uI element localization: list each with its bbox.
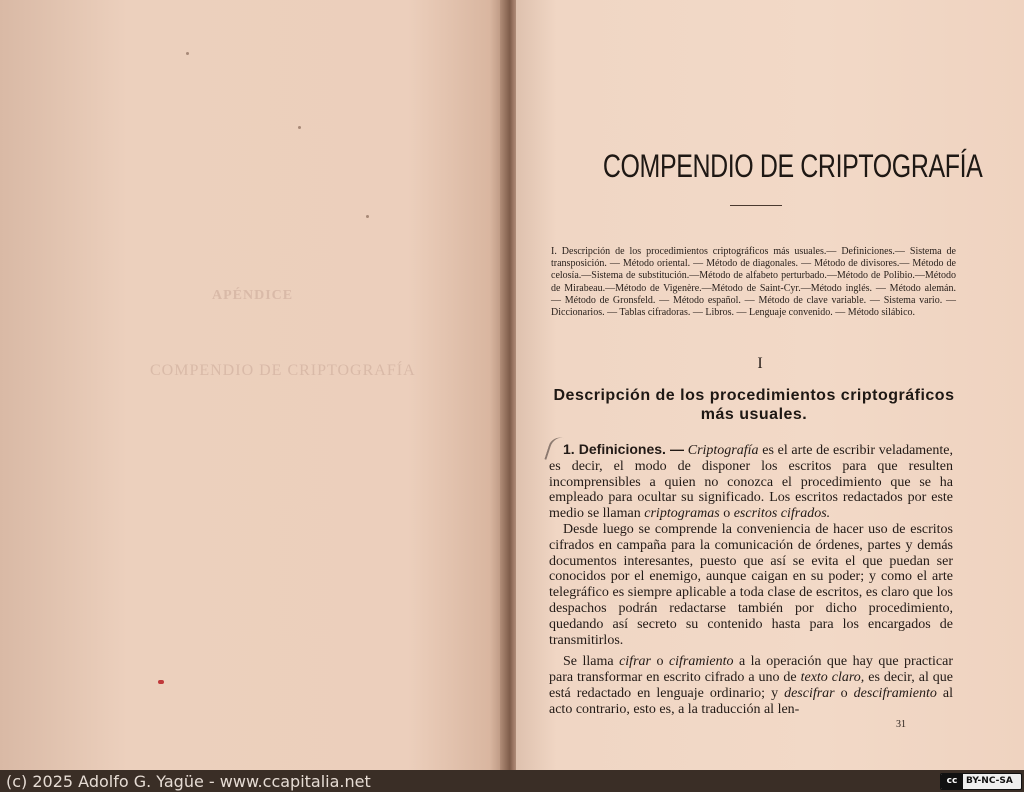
paragraph-cifrar (549, 654, 953, 717)
section-number: I (757, 355, 763, 372)
bleed-through-subheading: COMPENDIO DE CRIPTOGRAFÍA (150, 362, 416, 379)
paragraph-campaign: Desde luego se comprende la conveniencia de hacer uso de escritos cifrados en campaña para la comunicación de órdenes, partes y demás documentos interesantes, puesto que así se evita el que puedan ser conocidos por el enemigo, aunque caigan en su poder; y como el arte telegráfico es siempre aplicable a toda clase de escritos, es claro que los despachos podrán redactarse también por dicho procedimiento, quedando así secreto su contenido hasta para los encargados de transmitirlos. (549, 521, 953, 648)
license-label: BY-NC-SA (966, 776, 1013, 786)
paper-speck (366, 215, 369, 218)
paragraph-definitions (549, 442, 953, 522)
term-criptogramas: criptogramas (644, 506, 720, 522)
term-ciframiento: ciframiento (668, 654, 734, 670)
page-number: 31 (896, 719, 906, 730)
paragraph-text: a la operación que hay que practicar para transformar en escrito cifrado a uno de (549, 654, 953, 686)
paragraph-text: al acto contrario, esto es, a la traducción al len- (549, 685, 954, 717)
paper-speck (186, 52, 189, 55)
term-criptografia: Criptografía (687, 443, 759, 458)
watermark-bar (0, 770, 1024, 792)
paragraph-text: o (719, 506, 734, 522)
license-badge[interactable] (940, 773, 1022, 790)
paragraph-text: es decir, al que está redactado en lenguaje ordinario; y (549, 670, 953, 701)
term-desciframiento: desciframiento (853, 685, 937, 701)
cc-icon: cc (941, 774, 963, 789)
paragraph-lead: 1. Definiciones. — (563, 441, 685, 457)
page-title: COMPENDIO DE CRIPTOGRAFÍA (602, 148, 983, 184)
paper-speck (298, 126, 301, 129)
body-text (549, 442, 953, 718)
term-cifrar: cifrar (619, 654, 651, 670)
section-heading-line1: Descripción de los procedimientos criptográficos (553, 387, 955, 404)
section-heading-line2: más usuales. (700, 406, 808, 423)
paragraph-text: Se llama (563, 654, 620, 670)
paragraph-text: o (650, 654, 669, 670)
paragraph-text: o (834, 685, 854, 701)
copyright-credit: (c) 2025 Adolfo G. Yagüe - www.ccapitalia.net (6, 772, 371, 791)
bleed-through-heading: APÉNDICE (212, 288, 294, 303)
title-divider (730, 205, 782, 206)
left-page (0, 0, 510, 770)
term-escritos-cifrados: escritos cifrados. (733, 506, 831, 522)
red-ink-mark (158, 680, 164, 684)
term-texto-claro: texto claro, (800, 670, 865, 686)
term-descifrar: descifrar (784, 685, 835, 701)
chapter-summary: I. Descripción de los procedimientos criptográficos más usuales.— Definiciones.— Sistema de transposición. — Método oriental. — Método de diagonales. — Método de divisores.— Método de celosía.—Sistema de substitución.—Método de alfabeto perturbado.—Método de Polibio.—Método de Mirabeau.—Método de Vigenère.—Método de Saint-Cyr.—Método inglés. — Método alemán. — Método de Gronsfeld. — Método español. — Método de clave variable. — Sistema vario. — Diccionarios. — Tablas cifradoras. — Libros. — Lenguaje convenido. — Método silábico. (551, 246, 956, 319)
section-heading (549, 386, 959, 424)
paragraph-text: es el arte de escribir veladamente, es decir, el modo de disponer los escritos para que resulten incomprensibles a quien no conozca el procedimiento que se ha empleado para ocultar su significado. Los escritos redactados por este medio se llaman (549, 443, 953, 522)
